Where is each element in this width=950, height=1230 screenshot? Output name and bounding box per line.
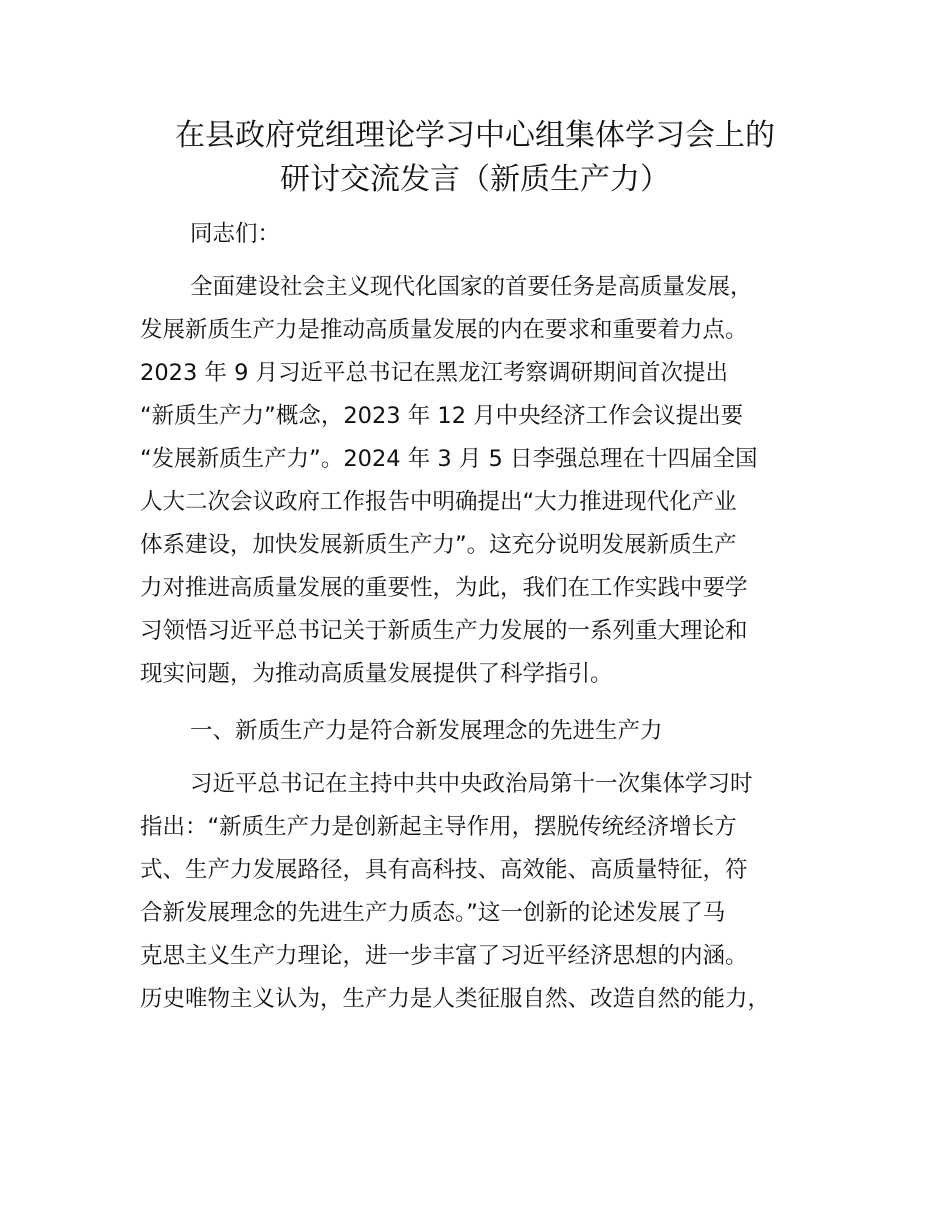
paragraph-1-line: 力对推进高质量发展的重要性，为此，我们在工作实践中要学	[140, 575, 748, 601]
paragraph-2-line: 历史唯物主义认为，生产力是人类征服自然、改造自然的能力，	[140, 986, 771, 1012]
section-heading-1: 一、新质生产力是符合新发展理念的先进生产力	[190, 718, 663, 744]
paragraph-2-line: 指出：“新质生产力是创新起主导作用，摆脱传统经济增长方	[140, 814, 737, 840]
document-title-line-2: 研讨交流发言（新质生产力）	[280, 162, 670, 197]
paragraph-1-line: 现实问题，为推动高质量发展提供了科学指引。	[140, 661, 613, 687]
paragraph-1-line: 体系建设，加快发展新质生产力”。这充分说明发展新质生产	[140, 532, 737, 558]
paragraph-1-line: 2023 年 9 月习近平总书记在黑龙江考察调研期间首次提出	[140, 360, 729, 386]
document-title-line-1: 在县政府党组理论学习中心组集体学习会上的	[175, 118, 775, 153]
paragraph-2-line: 习近平总书记在主持中共中央政治局第十一次集体学习时	[190, 771, 753, 797]
paragraph-2-line: 式、生产力发展路径，具有高科技、高效能、高质量特征，符	[140, 857, 748, 883]
paragraph-2-line: 克思主义生产力理论，进一步丰富了习近平经济思想的内涵。	[140, 943, 748, 969]
paragraph-1-line: 全面建设社会主义现代化国家的首要任务是高质量发展，	[190, 274, 753, 300]
paragraph-2-line: 合新发展理念的先进生产力质态。”这一创新的论述发展了马	[140, 900, 726, 926]
paragraph-1-line: “新质生产力”概念，2023 年 12 月中央经济工作会议提出要	[140, 403, 744, 429]
paragraph-1-line: 习领悟习近平总书记关于新质生产力发展的一系列重大理论和	[140, 618, 748, 644]
paragraph-1-line: “发展新质生产力”。2024 年 3 月 5 日李强总理在十四届全国	[140, 446, 758, 472]
paragraph-1-line: 人大二次会议政府工作报告中明确提出“大力推进现代化产业	[140, 489, 737, 515]
salutation: 同志们：	[190, 221, 281, 247]
paragraph-1-line: 发展新质生产力是推动高质量发展的内在要求和重要着力点。	[140, 317, 748, 343]
